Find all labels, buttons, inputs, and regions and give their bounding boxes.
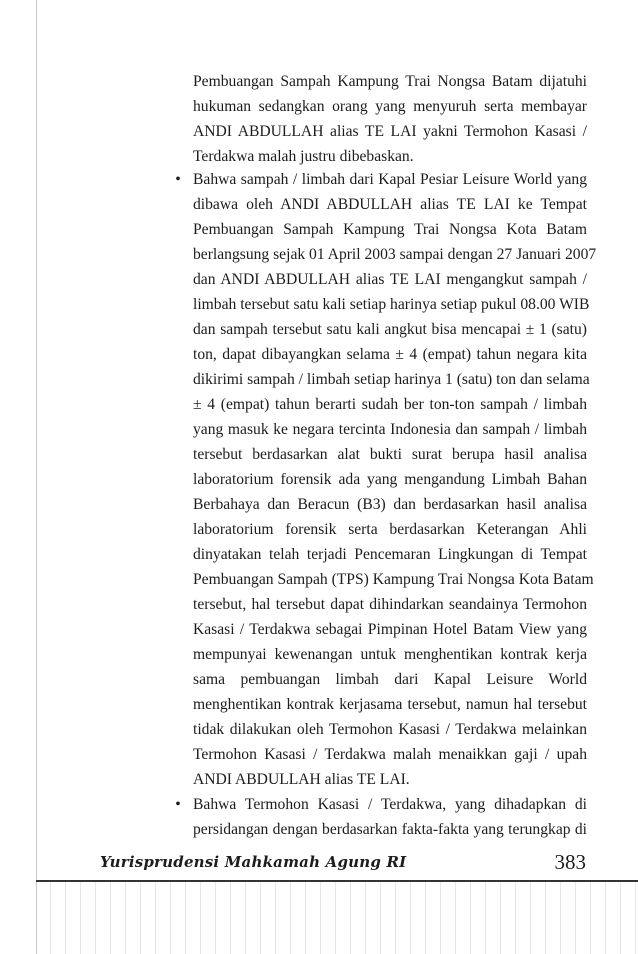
body-text-line: limbah tersebut satu kali setiap harinya setiap pukul 08.00 WIB [193,296,590,313]
body-text-line: Kasasi / Terdakwa sebagai Pimpinan Hotel Batam View yang [193,621,587,638]
body-text-line: sama pembuangan limbah dari Kapal Leisure World [193,671,587,688]
body-text-line: Berbahaya dan Beracun (B3) dan berdasarkan hasil analisa [193,496,587,513]
body-text-line: ± 4 (empat) tahun berarti sudah ber ton-ton sampah / limbah [193,396,587,413]
body-text-line: dinyatakan telah terjadi Pencemaran Lingkungan di Tempat [193,546,587,563]
body-text-line: mempunyai kewenangan untuk menghentikan kontrak kerja [193,646,587,663]
bullet-point: • [175,796,181,813]
page-number: 383 [554,850,586,874]
body-text-line: dan ANDI ABDULLAH alias TE LAI mengangkut sampah / [193,271,587,288]
body-text-line: Pembuangan Sampah Kampung Trai Nongsa Batam dijatuhi [193,73,587,90]
body-text-line: Bahwa Termohon Kasasi / Terdakwa, yang dihadapkan di [193,796,587,813]
body-text-line: Bahwa sampah / limbah dari Kapal Pesiar Leisure World yang [193,171,587,188]
body-text-line: laboratorium forensik serta berdasarkan Keterangan Ahli [193,521,587,538]
body-text-line: tidak dilakukan oleh Termohon Kasasi / Terdakwa melainkan [193,721,587,738]
body-text-line: Pembuangan Sampah (TPS) Kampung Trai Nongsa Kota Batam [193,571,594,588]
page-binding-edge [36,882,638,954]
body-text-line: tersebut, hal tersebut dapat dihindarkan seandainya Termohon [193,596,587,613]
body-text-line: Termohon Kasasi / Terdakwa malah menaikkan gaji / upah [193,746,587,763]
body-text-line: ton, dapat dibayangkan selama ± 4 (empat) tahun negara kita [193,346,587,363]
body-text-line: dibawa oleh ANDI ABDULLAH alias TE LAI ke Tempat [193,196,587,213]
body-text-line: tersebut berdasarkan alat bukti surat berupa hasil analisa [193,446,587,463]
body-text-line: dan sampah tersebut satu kali angkut bisa mencapai ± 1 (satu) [193,321,587,338]
body-text-line: ANDI ABDULLAH alias TE LAI yakni Termohon Kasasi / [193,123,587,140]
body-text-line: Pembuangan Sampah Kampung Trai Nongsa Kota Batam [193,221,587,238]
body-text-line: berlangsung sejak 01 April 2003 sampai dengan 27 Januari 2007 [193,246,597,263]
body-text-line: hukuman sedangkan orang yang menyuruh serta membayar [193,98,587,115]
bullet-point: • [175,171,181,188]
body-text-line: laboratorium forensik ada yang mengandung Limbah Bahan [193,471,587,488]
footer-title: Yurisprudensi Mahkamah Agung RI [100,853,407,871]
body-text-line: dikirimi sampah / limbah setiap harinya 1 (satu) ton dan selama [193,371,590,388]
body-text-line: ANDI ABDULLAH alias TE LAI. [193,771,410,788]
body-text-line: Terdakwa malah justru dibebaskan. [193,148,414,165]
body-text-line: menghentikan kontrak kerjasama tersebut, namun hal tersebut [193,696,587,713]
body-text-line: persidangan dengan berdasarkan fakta-fakta yang terungkap di [193,821,587,838]
body-text-line: yang masuk ke negara tercinta Indonesia dan sampah / limbah [193,421,587,438]
